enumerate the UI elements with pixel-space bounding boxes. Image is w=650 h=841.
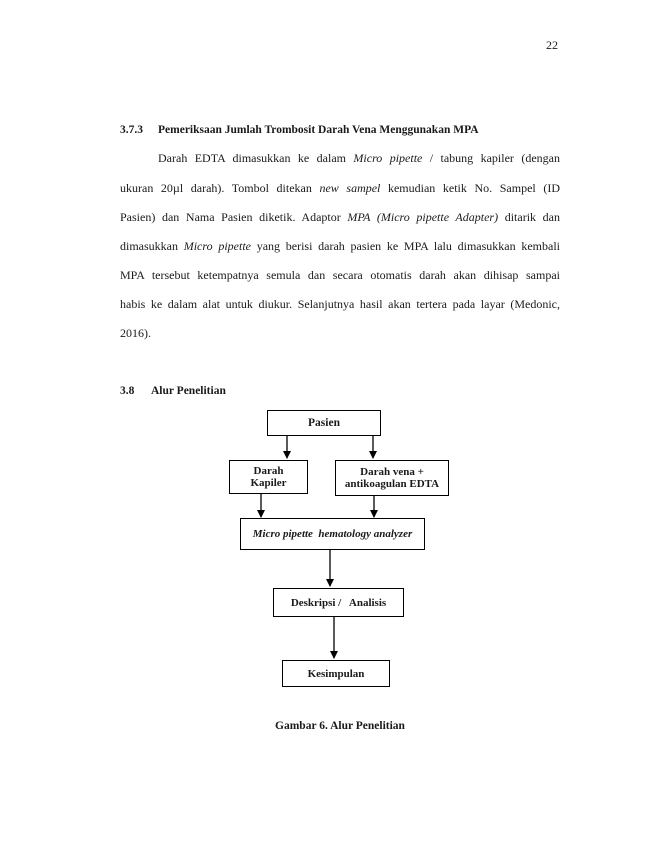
box-line: Darah xyxy=(253,465,284,477)
italic-term: new sampel xyxy=(319,181,381,195)
paragraph-line-6: habis ke dalam alat untuk diukur. Selanjutnya hasil akan tertera pada layar (Medonic, xyxy=(120,297,560,311)
paragraph-line-5: MPA tersebut ketempatnya semula dan secara otomatis darah akan dihisap sampai xyxy=(120,268,560,282)
page-number: 22 xyxy=(546,38,558,52)
text-run: yang berisi darah pasien ke MPA lalu dimasukkan kembali xyxy=(250,239,560,253)
text-run: Pasien) dan Nama Pasien diketik. Adaptor xyxy=(120,210,348,224)
section-title: Pemeriksaan Jumlah Trombosit Darah Vena Menggunakan MPA xyxy=(158,124,479,136)
flow-box-darah-vena xyxy=(335,460,449,496)
flow-box-darah-kapiler xyxy=(229,460,308,494)
italic-term: MPA (Micro pipette Adapter) xyxy=(347,210,499,224)
flow-box-mpa: Micro pipette hematology analyzer xyxy=(240,518,425,550)
figure-caption: Gambar 6. Alur Penelitian xyxy=(275,720,405,732)
text-run: Darah EDTA dimasukkan ke dalam xyxy=(158,151,354,165)
flow-box-kesimpulan: Kesimpulan xyxy=(282,660,390,687)
text-run: ukuran 20µl darah). Tombol ditekan xyxy=(120,181,320,195)
text-run: / tabung kapiler (dengan xyxy=(422,151,560,165)
box-line: antikoagulan EDTA xyxy=(344,478,440,490)
text-run: dimasukkan xyxy=(120,239,184,253)
italic-term: Micro pipette xyxy=(353,151,423,165)
italic-term: Micro pipette xyxy=(183,239,251,253)
box-line: Darah vena + xyxy=(360,466,424,478)
flow-box-pasien: Pasien xyxy=(267,410,381,436)
text-run: kemudian ketik No. Sampel (ID xyxy=(380,181,560,195)
section-number: 3.7.3 xyxy=(120,124,143,136)
box-line: Kapiler xyxy=(250,477,287,489)
text-run: ditarik dan xyxy=(498,210,560,224)
flow-box-deskripsi-analisis: Deskripsi / Analisis xyxy=(273,588,404,617)
section-number: 3.8 xyxy=(120,385,135,397)
section-title: Alur Penelitian xyxy=(151,385,226,397)
paragraph-line-7: 2016). xyxy=(120,326,151,340)
